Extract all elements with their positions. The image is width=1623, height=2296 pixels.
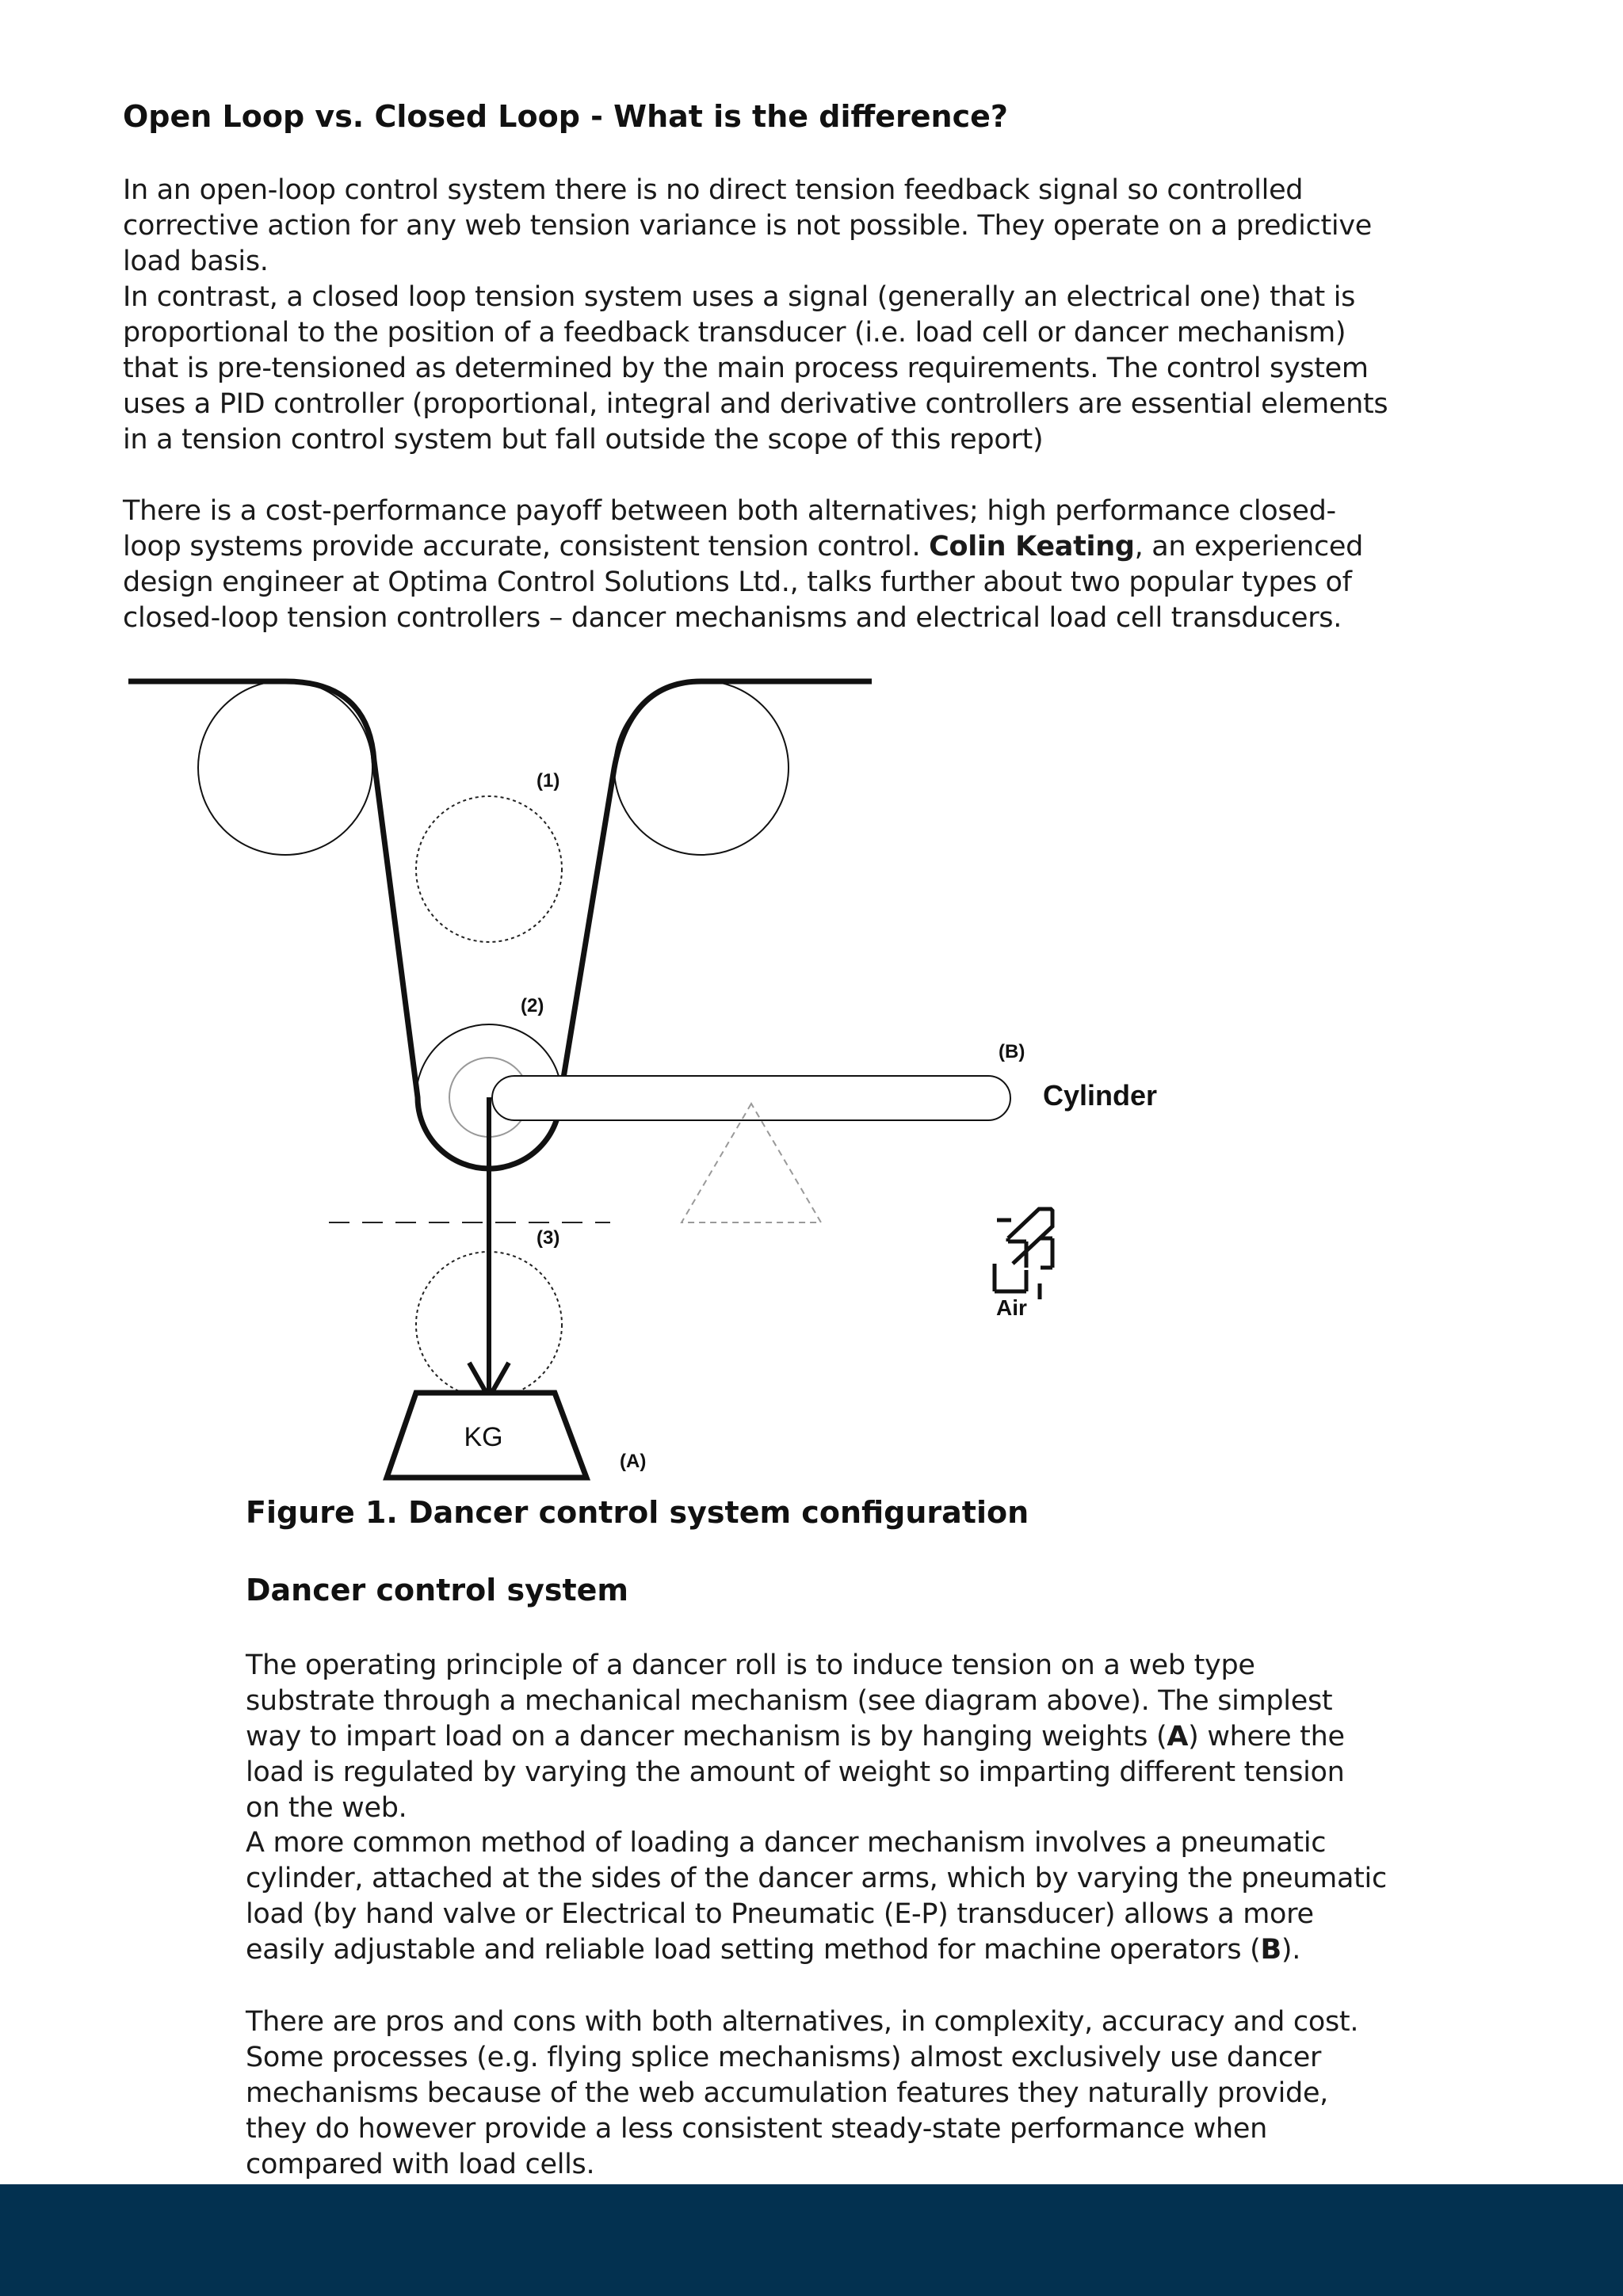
air-arrow — [995, 1209, 1052, 1299]
footer-bar — [0, 2184, 1623, 2296]
dancer-position-1 — [416, 796, 562, 942]
paragraph-cost-performance — [123, 494, 1391, 636]
section-heading: Open Loop vs. Closed Loop - What is the difference? — [123, 99, 1008, 134]
label-a: (A) — [620, 1451, 647, 1472]
pivot-triangle — [682, 1104, 821, 1222]
dancer-diagram — [0, 666, 1189, 1489]
p3-text-start: There is a cost-performance payoff between both alternatives; high performance closed-loop systems provide accurate, consistent tension control. — [123, 495, 1336, 563]
author-name: Colin Keating — [929, 531, 1135, 563]
figure-caption: Figure 1. Dancer control system configuration — [246, 1495, 1029, 1530]
paragraph-dancer-principle — [246, 1648, 1387, 1826]
subsection-heading: Dancer control system — [246, 1573, 628, 1608]
label-1: (1) — [537, 770, 560, 791]
air-arrow-dashed — [972, 1170, 1011, 1188]
air-label: Air — [996, 1295, 1027, 1320]
p5-ref-b: B — [1260, 1934, 1281, 1966]
cylinder-label: Cylinder — [1043, 1079, 1158, 1112]
p4-text-start: The operating principle of a dancer roll is to induce tension on a web type substrate through a mechanical mechanism (see diagram above). The simplest way to impart load on a dancer mechanism is by hanging weights ( — [246, 1650, 1333, 1753]
label-b: (B) — [999, 1041, 1025, 1062]
left-idler-roll — [198, 681, 372, 855]
weight-label: KG — [464, 1422, 503, 1452]
label-2: (2) — [521, 995, 544, 1016]
paragraph-pneumatic — [246, 1825, 1387, 1968]
paragraph-pros-cons: There are pros and cons with both alternatives, in complexity, accuracy and cost. Some processes (e.g. flying splice mechanisms) almost exclusively use dancer mechanisms because of the web accumulation features they naturally provide, they do however provide a less consistent steady-state performance when compared with load cells. — [246, 2006, 1359, 2180]
p5-text-start: A more common method of loading a dancer mechanism involves a pneumatic cylinder, attached at the sides of the dancer arms, which by varying the pneumatic load (by hand valve or Electrical to Pneumatic (E-P) transducer) allows a more easily adjustable and reliable load setting method for machine operators ( — [246, 1827, 1387, 1966]
p5-text-end: ). — [1281, 1934, 1301, 1966]
label-3: (3) — [537, 1227, 560, 1249]
paragraph-open-loop: In an open-loop control system there is no direct tension feedback signal so controlled corrective action for any web tension variance is not possible. They operate on a predictive load basis. — [123, 174, 1372, 277]
dancer-arm — [492, 1076, 1010, 1120]
p3-text-end: , an experienced design engineer at Optima Control Solutions Ltd., talks further about two popular types of closed-loop tension controllers – dancer mechanisms and electrical load cell transducers. — [123, 531, 1364, 634]
p4-ref-a: A — [1167, 1721, 1189, 1753]
p4-text-end: ) where the load is regulated by varying the amount of weight so imparting different tension on the web. — [246, 1721, 1345, 1824]
paragraph-closed-loop: In contrast, a closed loop tension system uses a signal (generally an electrical one) that is proportional to the position of a feedback transducer (i.e. load cell or dancer mechanism) that is pre-tensioned as determined by the main process requirements. The control system uses a PID controller (proportional, integral and derivative controllers are essential elements in a tension control system but fall outside the scope of this report) — [123, 281, 1388, 456]
